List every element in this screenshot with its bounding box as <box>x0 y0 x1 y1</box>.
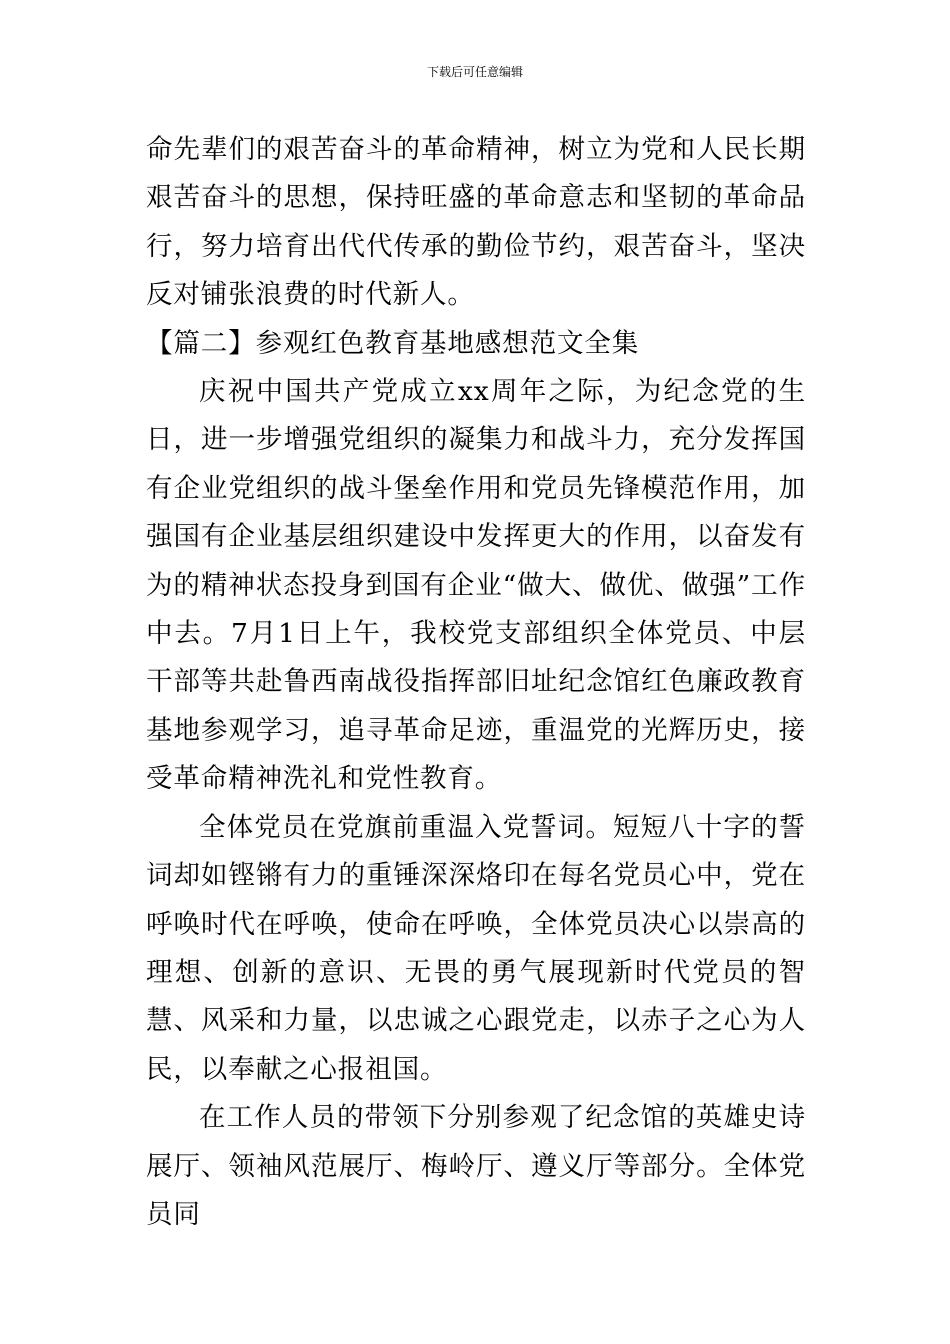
paragraph-oath: 全体党员在党旗前重温入党誓词。短短八十字的誓词却如铿锵有力的重锤深深烙印在每名党员心中，党在呼唤时代在呼唤，使命在呼唤，全体党员决心以崇高的理想、创新的意识、无畏的勇气展现新时代党员的智慧、风采和力量，以忠诚之心跟党走，以赤子之心为人民，以奉献之心报祖国。 <box>146 811 806 1085</box>
page-header-note: 下载后可任意编辑 <box>426 65 523 79</box>
paragraph-continued: 命先辈们的艰苦奋斗的革命精神，树立为党和人民长期艰苦奋斗的思想，保持旺盛的革命意志和坚韧的革命品行，努力培育出代代传承的勤俭节约，艰苦奋斗，坚决反对铺张浪费的时代新人。 <box>146 134 806 311</box>
document-body <box>146 126 806 1239</box>
section-heading: 【篇二】参观红色教育基地感想范文全集 <box>146 327 640 359</box>
paragraph-intro: 庆祝中国共产党成立xx周年之际，为纪念党的生日，进一步增强党组织的凝集力和战斗力，充分发挥国有企业党组织的战斗堡垒作用和党员先锋模范作用，加强国有企业基层组织建设中发挥更大的作用，以奋发有为的精神状态投身到国有企业“做大、做优、做强”工作中去。7月1日上午，我校党支部组织全体党员、中层干部等共赴鲁西南战役指挥部旧址纪念馆红色廉政教育基地参观学习，追寻革命足迹，重温党的光辉历史，接受革命精神洗礼和党性教育。 <box>146 376 806 795</box>
paragraph-visit: 在工作人员的带领下分别参观了纪念馆的英雄史诗展厅、领袖风范展厅、梅岭厅、遵义厅等部分。全体党员同 <box>146 1102 806 1230</box>
